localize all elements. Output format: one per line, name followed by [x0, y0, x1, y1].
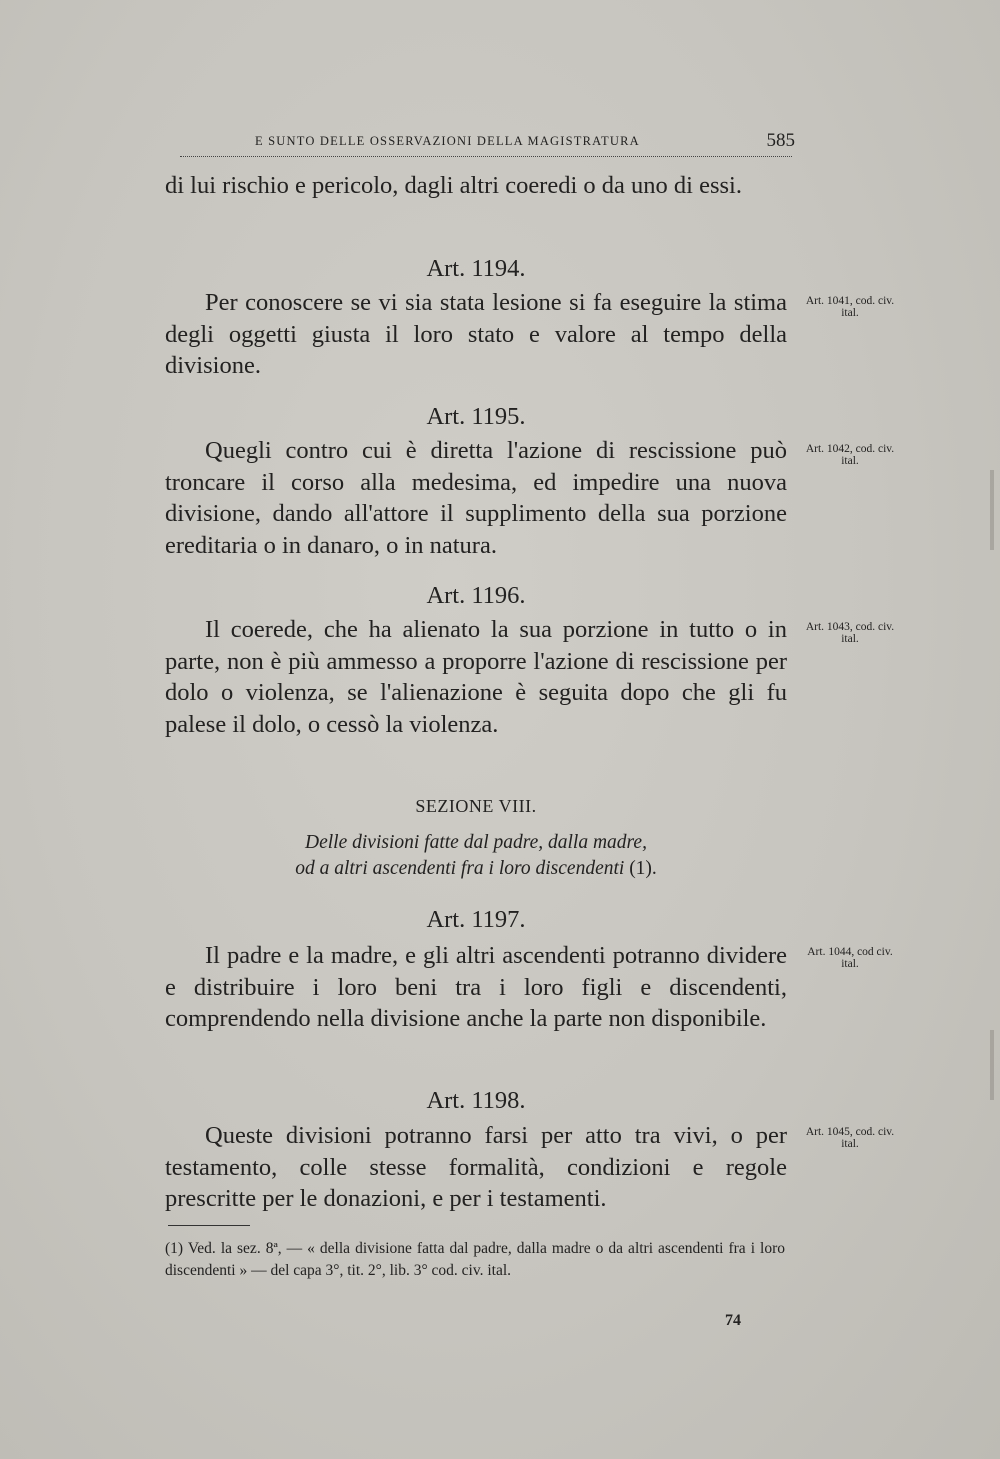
section-subtitle-line-2-text: od a altri ascendenti fra i loro discendenti [295, 858, 625, 879]
section-title: SEZIONE VIII. [415, 796, 537, 816]
article-heading-1196: Art. 1196. [426, 582, 526, 609]
article-text-1194: Per conoscere se vi sia stata lesione si fa eseguire la stima degli oggetti giusta il loro stato e valore al tempo della divisione. [165, 289, 787, 379]
continuation-paragraph: di lui rischio e pericolo, dagli altri coeredi o da uno di essi. [165, 172, 742, 199]
article-heading-1194: Art. 1194. [426, 255, 526, 282]
section-subtitle-line-2 [165, 858, 787, 880]
running-header-title: E SUNTO DELLE OSSERVAZIONI DELLA MAGISTRATURA [255, 134, 640, 148]
article-text-1198: Queste divisioni potranno farsi per atto tra vivi, o per testamento, colle stesse formalità, condizioni e regole prescritte per le donazioni, e per i testamenti. [165, 1122, 787, 1212]
article-text-1195: Quegli contro cui è diretta l'azione di rescissione può troncare il corso alla medesima, ed impedire una nuova divisione, dando all'attore il supplimento della sua porzione ereditaria o in danaro, o in natura. [165, 437, 787, 559]
article-text-1196: Il coerede, che ha alienato la sua porzione in tutto o in parte, non è più ammesso a proporre l'azione di rescissione per dolo o violenza, se l'alienazione è seguita dopo che gli fu palese il dolo, o cessò la violenza. [165, 616, 787, 738]
footnote-rule [168, 1225, 250, 1226]
footnote: (1) Ved. la sez. 8ª, — « della divisione fatta dal padre, dalla madre o da altri ascendenti fra i loro discendenti » — del capa 3°, tit. 2°, lib. 3° cod. civ. ital. [165, 1240, 785, 1279]
margin-note-1196: Art. 1043, cod. civ. ital. [805, 621, 895, 645]
margin-note-1194: Art. 1041, cod. civ. ital. [805, 295, 895, 319]
scan-edge-mark [990, 1030, 994, 1100]
article-text-1197: Il padre e la madre, e gli altri ascendenti potranno dividere e distribuire i loro beni tra i loro figli e discendenti, comprendendo nella divisione anche la parte non disponibile. [165, 942, 787, 1032]
article-heading-1198: Art. 1198. [426, 1087, 526, 1114]
running-header [165, 132, 795, 154]
article-heading-1195: Art. 1195. [426, 403, 526, 430]
margin-note-1197: Art. 1044, cod civ. ital. [807, 946, 893, 970]
signature-mark: 74 [725, 1312, 741, 1329]
margin-note-1198: Art. 1045, cod. civ. ital. [805, 1126, 895, 1150]
section-subtitle-line-1: Delle divisioni fatte dal padre, dalla madre, [305, 832, 647, 853]
margin-note-1195: Art. 1042, cod. civ. ital. [805, 443, 895, 467]
header-rule [180, 156, 792, 157]
article-heading-1197: Art. 1197. [426, 906, 526, 933]
scan-edge-mark [990, 470, 994, 550]
page-number: 585 [766, 130, 795, 151]
footnote-reference: (1). [629, 858, 657, 879]
